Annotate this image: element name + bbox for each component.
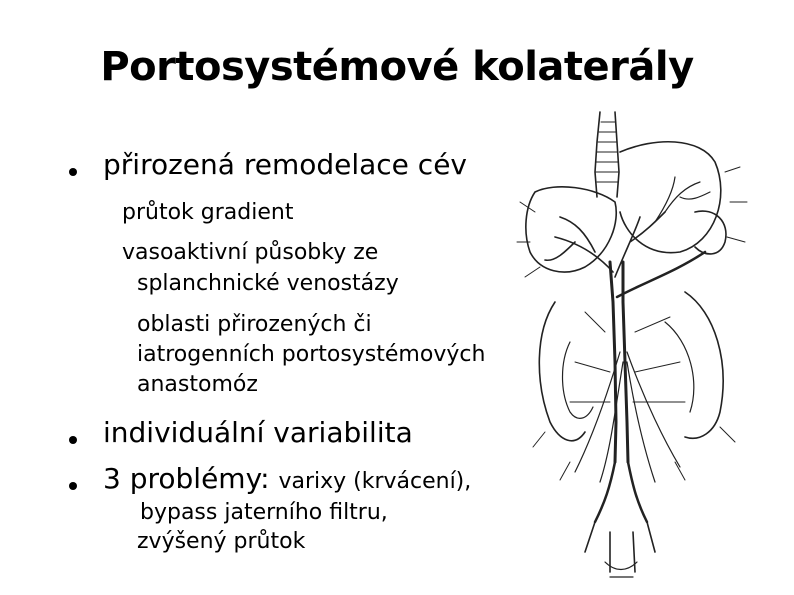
bullet-3-text-a: varixy (krvácení), — [278, 469, 472, 494]
portal-venous-anatomy-illustration — [515, 102, 760, 592]
bullet-1-text: přirozená remodelace cév — [103, 148, 467, 181]
bullet-2-text: individuální variabilita — [103, 416, 413, 449]
subitem-1 — [122, 200, 293, 225]
subitem-3-line-1: oblasti přirozených či — [137, 312, 372, 337]
subitem-2 — [122, 240, 378, 265]
bullet-3-lead: 3 problémy: — [103, 462, 279, 495]
subitem-2-line-1: vasoaktivní působky ze — [122, 240, 379, 265]
bullet-dot-2 — [69, 436, 77, 444]
subitem-3-line-2: iatrogenních portosystémových — [137, 342, 486, 367]
subitem-2-line-2: splanchnické venostázy — [137, 271, 399, 296]
subitem-1-text: průtok — [122, 200, 194, 225]
bullet-3-line-1 — [103, 462, 471, 495]
bullet-dot-1 — [69, 168, 77, 176]
slide-title: Portosystémové kolaterály — [100, 44, 694, 90]
bullet-3-line-3: zvýšený průtok — [137, 529, 306, 554]
bullet-dot-3 — [69, 482, 77, 490]
subitem-1-tail: gradient — [200, 200, 294, 225]
subitem-3-line-3: anastomóz — [137, 372, 258, 397]
bullet-3-line-2: bypass jaterního filtru, — [140, 500, 388, 525]
